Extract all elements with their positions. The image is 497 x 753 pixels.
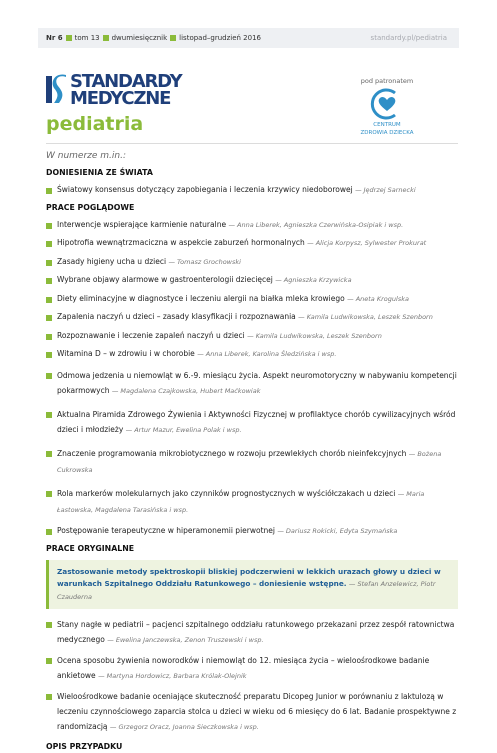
article-title: Wybrane objawy alarmowe w gastroenterologii dziecięcej [57,275,273,284]
article-authors: — Kamila Ludwikowska, Leszek Szenborn [298,313,433,321]
article-title: Znaczenie programowania mikrobiotycznego w rozwoju przewlekłych chorób nieinfekcyjnych [57,448,407,458]
article-title: Odmowa jedzenia u niemowląt w 6.-9. miesiącu życia. Aspekt neuromotoryczny w nabywaniu kompetencji pokarmowych [57,370,457,395]
bullet-square-icon [46,334,52,340]
article-item[interactable] [46,257,458,268]
article-title: Zasady higieny ucha u dzieci [57,256,167,266]
article-item[interactable] [46,526,458,537]
article-title: Ocena sposobu żywienia noworodków i niemowląt do 12. miesiąca życia – wieloośrodkowe badanie ankietowe [57,656,430,680]
article-title: Hipotrofia wewnątrzmaciczna w aspekcie zaburzeń hormonalnych [57,238,305,247]
separator-square-icon [170,35,176,41]
article-item[interactable] [46,349,458,360]
bullet-square-icon [46,260,52,266]
frequency: dwumiesięcznik [111,34,168,42]
section-title-news: DONIESIENIA ZE ŚWIATA [46,168,153,177]
article-authors: — Artur Mazur, Ewelina Polak i wsp. [125,425,242,434]
section-title-original: PRACE ORYGINALNE [46,544,135,553]
bullet-square-icon [46,278,52,284]
section-title-reviews: PRACE POGLĄDOWE [46,203,135,212]
bullet-square-icon [46,622,52,628]
bullet-square-icon [46,223,52,229]
patronage-name [345,121,429,137]
brand-line-2: MEDYCZNE [70,88,171,109]
article-item[interactable] [46,331,458,342]
separator-square-icon [66,35,72,41]
article-item[interactable] [46,312,458,323]
article-item[interactable] [46,653,458,684]
reviews-list [46,220,458,537]
bullet-square-icon [46,491,52,497]
bullet-square-icon [46,241,52,247]
bullet-square-icon [46,451,52,457]
issue-info-bar [38,28,459,48]
issue-number: Nr 6 [46,34,63,42]
article-item[interactable] [46,617,458,648]
section-title-cases: OPIS PRZYPADKU [46,742,123,751]
patronage-name-line-1: CENTRUM [373,122,401,128]
article-title: Zapalenia naczyń u dzieci – zasady klasyfikacji i rozpoznawania [57,312,296,321]
article-authors: — Maria Łastowska, Magdalena Tarasińska i wsp. [57,489,425,514]
article-item[interactable] [46,446,458,478]
heart-circle-logo-icon [368,88,406,120]
featured-article-authors: — Stefan Anzelewicz, Piotr Czauderna [57,580,436,601]
article-authors: — Kamila Ludwikowska, Leszek Szenborn [247,331,382,340]
site-url-link[interactable]: standardy.pl/pediatria [370,34,447,42]
volume: tom 13 [74,34,100,42]
article-authors: — Jędrzej Sarnecki [355,185,416,194]
article-title: Rozpoznawanie i leczenie zapaleń naczyń u dzieci [57,330,245,340]
article-item[interactable] [46,238,458,249]
patronage-label: pod patronatem [360,77,414,85]
article-authors: — Grzegorz Oracz, Joanna Sieczkowska i wsp. [109,723,259,731]
article-item[interactable] [46,294,458,305]
article-title: Diety eliminacyjne w diagnostyce i leczeniu alergii na białka mleka krowiego [57,293,345,303]
brand-subtitle: pediatria [46,113,144,135]
patronage-name-line-2: ZDROWIA DZIECKA [360,130,414,136]
article-authors: — Aneta Krogulska [347,294,409,303]
article-title: Wieloośrodkowe badanie oceniające skuteczność preparatu Dicopeg Junior w porównaniu z laktulozą w leczeniu czynnościowego zaparcia stolca u dzieci w wieku od 6 miesięcy do 6 lat. Badanie prospektywne z randomizacją [57,692,457,731]
article-authors: — Alicja Korpysz, Sylwester Prokurat [307,239,427,247]
news-list [46,185,458,196]
bullet-square-icon [46,412,52,418]
article-title: Witamina D – w zdrowiu i w chorobie [57,349,195,358]
article-title: Rola markerów molekularnych jako czynników prognostycznych w wyściółczakach u dzieci [57,488,396,498]
article-item[interactable] [46,185,458,196]
bullet-square-icon [46,529,52,535]
article-authors: — Anna Liberek, Karolina Śledzińska i wsp. [197,350,337,358]
bullet-square-icon [46,658,52,664]
article-title: Światowy konsensus dotyczący zapobiegania i leczenia krzywicy niedoborowej [57,184,353,194]
bullet-square-icon [46,352,52,358]
article-item[interactable] [46,368,458,399]
bullet-square-icon [46,373,52,379]
header-divider [46,143,458,144]
article-authors: — Anna Liberek, Agnieszka Czerwińska-Osipiak i wsp. [228,220,404,229]
article-title: Interwencje wspierające karmienie naturalne [57,219,227,229]
intro-text: W numerze m.in.: [46,151,127,161]
brand-line-1: STANDARDY [70,71,182,92]
article-title: Stany nagłe w pediatrii – pacjenci szpitalnego oddziału ratunkowego przekazani przez zespół ratownictwa medycznego [57,620,455,644]
standardy-logo-mark-icon [46,73,68,106]
separator-square-icon [103,35,109,41]
featured-article-title: Zastosowanie metody spektroskopii bliskiej podczerwieni w lekkich urazach głowy u dzieci w warunkach Szpitalnego Oddziału Ratunkowego – doniesienie wstępne. [57,566,441,588]
bullet-square-icon [46,297,52,303]
bullet-square-icon [46,694,52,700]
article-item[interactable] [46,486,458,518]
original-list [46,617,458,735]
article-item[interactable] [46,275,458,286]
article-title: Postępowanie terapeutyczne w hiperamonemii pierwotnej [57,525,275,535]
featured-article[interactable] [46,560,458,610]
article-item[interactable] [46,689,458,735]
issue-date: listopad–grudzień 2016 [179,34,261,42]
article-authors: — Martyna Hordowicz, Barbara Królak-Olejnik [98,672,247,680]
article-title: Aktualna Piramida Zdrowego Żywienia i Aktywności Fizycznej w profilaktyce chorób cywilizacyjnych wśród dzieci i młodzieży [57,409,456,434]
bullet-square-icon [46,315,52,321]
article-item[interactable] [46,407,458,438]
article-item[interactable] [46,220,458,231]
article-authors: — Agnieszka Krzywicka [275,276,352,284]
article-authors: — Tomasz Grochowski [168,257,241,266]
bullet-square-icon [46,188,52,194]
article-authors: — Bożena Cukrowska [57,449,442,474]
article-authors: — Magdalena Czajkowska, Hubert Maćkowiak [111,386,261,395]
table-of-contents [46,168,458,753]
issue-info [46,34,261,42]
article-authors: — Ewelina Janczewska, Zenon Truszewski i wsp. [107,636,264,644]
article-authors: — Dariusz Rokicki, Edyta Szymańska [277,526,398,535]
